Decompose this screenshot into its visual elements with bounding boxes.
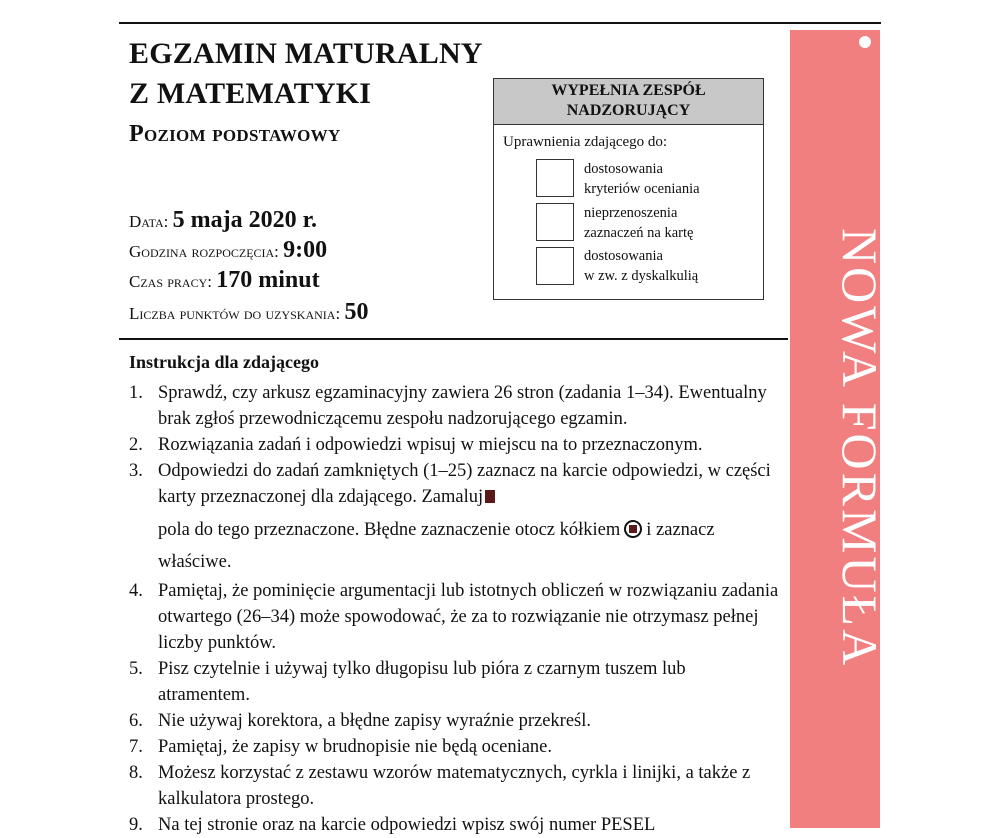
list-item bbox=[129, 432, 779, 458]
item-number: 5. bbox=[129, 659, 143, 679]
date-value: 5 maja 2020 r. bbox=[172, 207, 318, 233]
top-rule bbox=[119, 22, 881, 24]
exam-level: Poziom podstawowy bbox=[129, 121, 341, 147]
item-text: Sprawdź, czy arkusz egzaminacyjny zawiera 26 stron (zadania 1–34). Ewentualny brak zgłoś przewodniczącemu zespołu nadzorującego egzamin. bbox=[158, 383, 767, 429]
band-dot bbox=[859, 36, 871, 48]
points-label: Liczba punktów do uzyskania: bbox=[129, 304, 341, 323]
checkbox-dyscalculia[interactable] bbox=[536, 247, 574, 285]
item-number: 1. bbox=[129, 383, 143, 403]
duration-label: Czas pracy: bbox=[129, 272, 212, 291]
item-number: 8. bbox=[129, 763, 143, 783]
option-line: zaznaczeń na kartę bbox=[584, 225, 694, 241]
checkbox-label bbox=[584, 203, 693, 243]
points-value: 50 bbox=[344, 299, 369, 325]
supervisor-heading-line1: WYPEŁNIA ZESPÓŁ bbox=[551, 82, 706, 99]
item-text: Pamiętaj, że pominięcie argumentacji lub istotnych obliczeń w rozwiązaniu zadania otwartego (26–34) może spowodować, że za to rozwiązanie nie otrzymasz pełnej liczby punktów. bbox=[158, 581, 779, 653]
option-line: kryteriów oceniania bbox=[584, 181, 700, 197]
list-item bbox=[129, 812, 779, 838]
checkbox-label bbox=[584, 246, 698, 286]
meta-start-time bbox=[129, 238, 327, 264]
supervisor-heading-line2: NADZORUJĄCY bbox=[566, 102, 691, 119]
checkbox-criteria-adjustment[interactable] bbox=[536, 159, 574, 197]
checkbox-no-transfer[interactable] bbox=[536, 203, 574, 241]
list-item bbox=[129, 458, 779, 578]
item-text-part: pola do tego przeznaczone. Błędne zaznaczenie otocz kółkiem bbox=[158, 520, 621, 540]
list-item bbox=[129, 380, 779, 432]
supervisor-box-subheading: Uprawnienia zdającego do: bbox=[503, 134, 668, 150]
item-number: 2. bbox=[129, 435, 143, 455]
section-rule bbox=[119, 338, 788, 340]
list-item bbox=[129, 760, 779, 812]
checkbox-label bbox=[584, 159, 700, 199]
item-text: Rozwiązania zadań i odpowiedzi wpisuj w miejscu na to przeznaczonym. bbox=[158, 435, 703, 455]
supervisor-box bbox=[493, 78, 764, 300]
circled-square-icon bbox=[624, 520, 642, 538]
item-text-part: i zaznacz właściwe. bbox=[158, 520, 715, 572]
instructions-list bbox=[129, 380, 779, 838]
list-item bbox=[129, 734, 779, 760]
option-line: dostosowania bbox=[584, 161, 663, 177]
option-line: w zw. z dyskalkulią bbox=[584, 268, 699, 284]
supervisor-box-heading bbox=[494, 79, 763, 125]
side-band-text: NOWA FORMUŁA bbox=[832, 228, 888, 669]
date-label: Data: bbox=[129, 212, 169, 231]
item-number: 3. bbox=[129, 461, 143, 481]
exam-title-line2: Z MATEMATYKI bbox=[129, 77, 372, 110]
item-number: 6. bbox=[129, 711, 143, 731]
meta-duration bbox=[129, 268, 320, 294]
instructions-heading: Instrukcja dla zdającego bbox=[129, 352, 319, 372]
option-line: nieprzenoszenia bbox=[584, 205, 678, 221]
item-text: Nie używaj korektora, a błędne zapisy wyraźnie przekreśl. bbox=[158, 711, 592, 731]
item-text: Możesz korzystać z zestawu wzorów matematycznych, cyrkla i linijki, a także z kalkulatora prostego. bbox=[158, 763, 751, 809]
exam-title-line1: EGZAMIN MATURALNY bbox=[129, 37, 483, 70]
start-time-label: Godzina rozpoczęcia: bbox=[129, 242, 279, 261]
item-number: 7. bbox=[129, 737, 143, 757]
item-text: Pisz czytelnie i używaj tylko długopisu lub pióra z czarnym tuszem lub atramentem. bbox=[158, 659, 686, 705]
item-text: Pamiętaj, że zapisy w brudnopisie nie będą oceniane. bbox=[158, 737, 553, 757]
meta-points bbox=[129, 300, 368, 326]
item-number: 4. bbox=[129, 581, 143, 601]
item-number: 9. bbox=[129, 815, 143, 835]
item-text: Odpowiedzi do zadań zamkniętych (1–25) zaznacz na karcie odpowiedzi, w części karty przeznaczonej dla zdającego. Zamaluj bbox=[158, 461, 771, 507]
filled-square-icon bbox=[485, 490, 495, 503]
list-item bbox=[129, 708, 779, 734]
meta-date bbox=[129, 208, 317, 234]
list-item bbox=[129, 656, 779, 708]
option-line: dostosowania bbox=[584, 248, 663, 264]
list-item bbox=[129, 578, 779, 656]
start-time-value: 9:00 bbox=[283, 237, 328, 263]
duration-value: 170 minut bbox=[216, 267, 320, 293]
item-text: Na tej stronie oraz na karcie odpowiedzi wpisz swój numer PESEL bbox=[158, 815, 656, 835]
item-text bbox=[158, 514, 779, 578]
